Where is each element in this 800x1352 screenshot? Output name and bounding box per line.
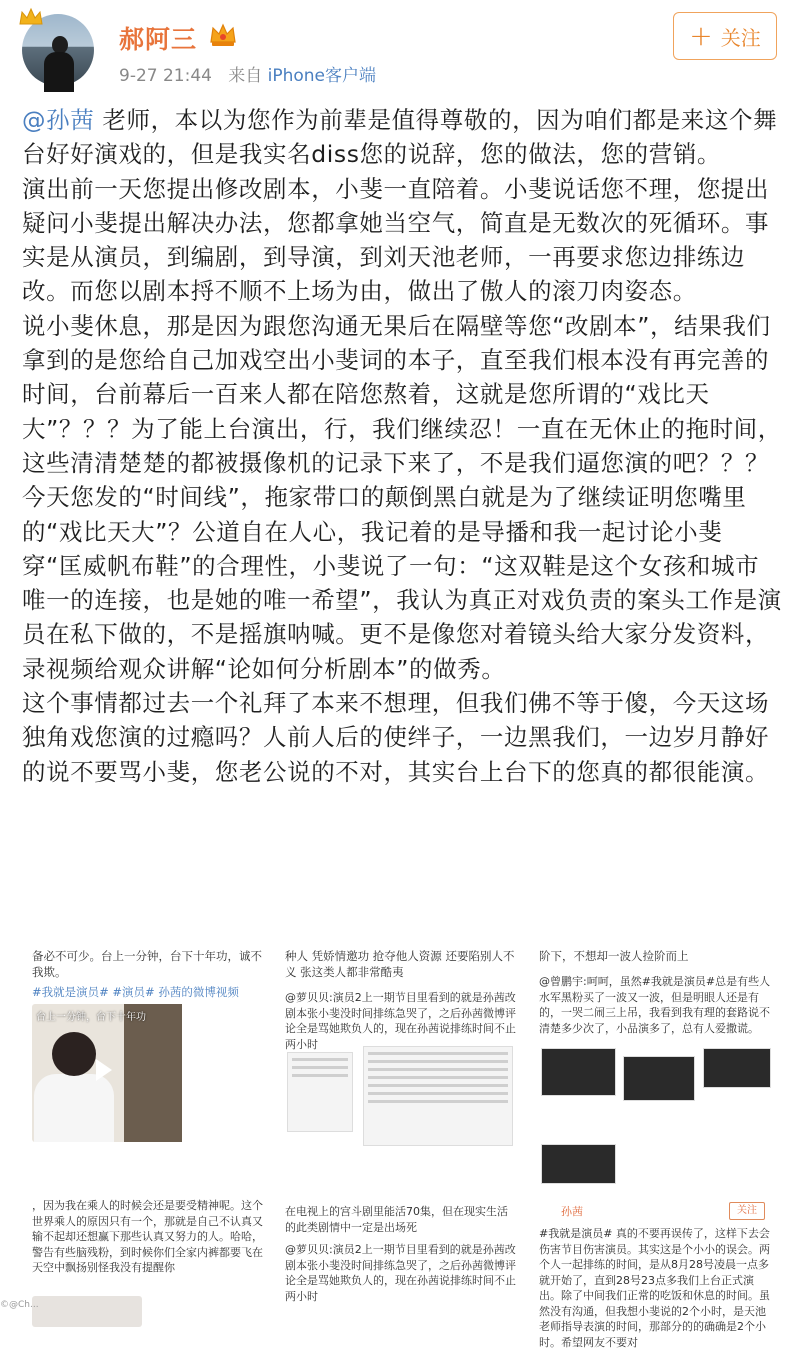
tile-text: 阶下，不想却一波人捡阶而上 (539, 949, 689, 963)
paragraph-text: 老师，本以为您作为前辈是值得尊敬的，因为咱们都是来这个舞台好好演戏的，但是我实名diss您的说辞，您的做法，您的营销。 (22, 106, 778, 169)
post-header (0, 0, 800, 100)
mention-link[interactable]: @孙茜 (22, 106, 95, 134)
vip-crown-icon (208, 20, 238, 48)
avatar[interactable] (22, 14, 94, 86)
post-date: 9-27 21:44 (119, 66, 212, 86)
tile-text: 备必不可少。台上一分钟，台下十年功，诚不我欺。 (32, 949, 262, 979)
image-tile-1[interactable] (26, 944, 271, 1327)
follow-button[interactable] (673, 12, 777, 60)
plus-icon: + (689, 19, 713, 52)
tile-user: 孙茜 (561, 1205, 583, 1218)
screenshot-thumb (363, 1046, 513, 1146)
tile-text: 在电视上的宫斗剧里能活70集，但在现实生活的此类剧情中一定是出场死 (285, 1205, 508, 1234)
follow-label: 关注 (720, 25, 761, 50)
tile-text: #我就是演员# 真的不要再误传了，这样下去会伤害节目伤害演员。其实这是个小小的误会。两个人一起排练的时间，是从8月28号凌晨一点多就开始了，直到28号23点多我们上台正式演出。除了中间我们正常的吃饭和休息的时间。虽然没有沟通，但我想小斐说的2个小时，是天池老师指导表演的时间，那部分的的确确是2个小时。希望网友不要对 (539, 1227, 770, 1349)
tile-post: @萝贝贝:演员2上一期节目里看到的就是孙茜改剧本张小斐没时间排练急哭了，之后孙茜微博评论全是骂她欺负人的，现在孙茜说排练时间不止两小时 (285, 1243, 516, 1303)
screenshot-thumb (623, 1056, 695, 1101)
tile-text: 种人 凭娇情邀功 抢夺他人资源 还要陷别人不义 张这类人都非常酷夷 (285, 949, 515, 979)
post-body (22, 103, 782, 789)
image-tile-2[interactable] (279, 944, 524, 1327)
post-source[interactable]: iPhone客户端 (267, 66, 376, 86)
tile-text: ，因为我在乘人的时候会还是要受精神呢。这个世界乘人的原因只有一个，那就是自己不认真又输不起却还想赢下那些认真又努力的人。哈哈，警告有些脑残粉，到时候你们全家内裤都要飞在天空中飘扬别怪我没有提醒你 (32, 1199, 263, 1274)
source-prefix: 来自 (228, 66, 263, 86)
play-icon[interactable] (96, 1059, 112, 1081)
crown-badge-icon (18, 6, 44, 28)
tile-tags: #我就是演员# #演员# 孙茜的微博视频 (32, 985, 239, 999)
tile-post: @曾鹏宇:呵呵，虽然#我就是演员#总是有些人水军黑粉买了一波又一波，但是明眼人还是有的，一哭二闹三上吊，我看到我有理的套路说不清楚多少次了，小品演多了，总有人爱撒谎。 (539, 975, 771, 1035)
video-thumbnail[interactable] (32, 1004, 182, 1142)
watermark: ©@Ch... (0, 1300, 39, 1310)
cat-photo (32, 1296, 142, 1327)
user-name[interactable]: 郝阿三 (119, 25, 198, 54)
tile-follow-button[interactable]: 关注 (729, 1202, 765, 1220)
screenshot-thumb (541, 1144, 616, 1184)
post-paragraph: 演出前一天您提出修改剧本，小斐一直陪着。小斐说话您不理，您提出疑问小斐提出解决办法，您都拿她当空气，简直是无数次的死循环。事实是从演员，到编剧，到导演，到刘天池老师，一再要求您边排练边改。而您以剧本捋不顺不上场为由，做出了傲人的滚刀肉姿态。 (22, 174, 770, 306)
post-paragraph: 说小斐休息，那是因为跟您沟通无果后在隔壁等您“改剧本”，结果我们拿到的是您给自己加戏空出小斐词的本子，直至我们根本没有再完善的时间，台前幕后一百来人都在陪您熬着，这就是您所谓的“戏比天大”？？？为了能上台演出，行，我们继续忍！一直在无休止的拖时间，这些清清楚楚的都被摄像机的记录下来了，不是我们逼您演的吧？？？ (22, 311, 782, 477)
image-tile-3[interactable] (533, 944, 778, 1349)
post-meta (119, 61, 376, 86)
post-paragraph: 这个事情都过去一个礼拜了本来不想理，但我们佛不等于傻，今天这场独角戏您演的过瘾吗？人前人后的使绊子，一边黑我们，一边岁月静好的说不要骂小斐，您老公说的不对，其实台上台下的您真的都很能演。 (22, 689, 770, 786)
screenshot-thumb (287, 1052, 353, 1132)
video-caption: 台上一分钟，台下十年功 (36, 1012, 146, 1023)
post-paragraph (22, 103, 782, 172)
image-grid (26, 944, 778, 1349)
post-paragraph: 今天您发的“时间线”，拖家带口的颠倒黑白就是为了继续证明您嘴里的“戏比天大”？公道自在人心，我记着的是导播和我一起讨论小斐穿“匡威帆布鞋”的合理性，小斐说了一句：“这双鞋是这个女孩和城市唯一的连接，也是她的唯一希望”，我认为真正对戏负责的案头工作是演员在私下做的，不是摇旗呐喊。更不是像您对着镜头给大家分发资料，录视频给观众讲解“论如何分析剧本”的做秀。 (22, 483, 782, 683)
screenshot-thumb (541, 1048, 616, 1096)
tile-post: @萝贝贝:演员2上一期节目里看到的就是孙茜改剧本张小斐没时间排练急哭了，之后孙茜微博评论全是骂她欺负人的，现在孙茜说排练时间不止两小时 (285, 991, 516, 1051)
screenshot-thumb (703, 1048, 771, 1088)
